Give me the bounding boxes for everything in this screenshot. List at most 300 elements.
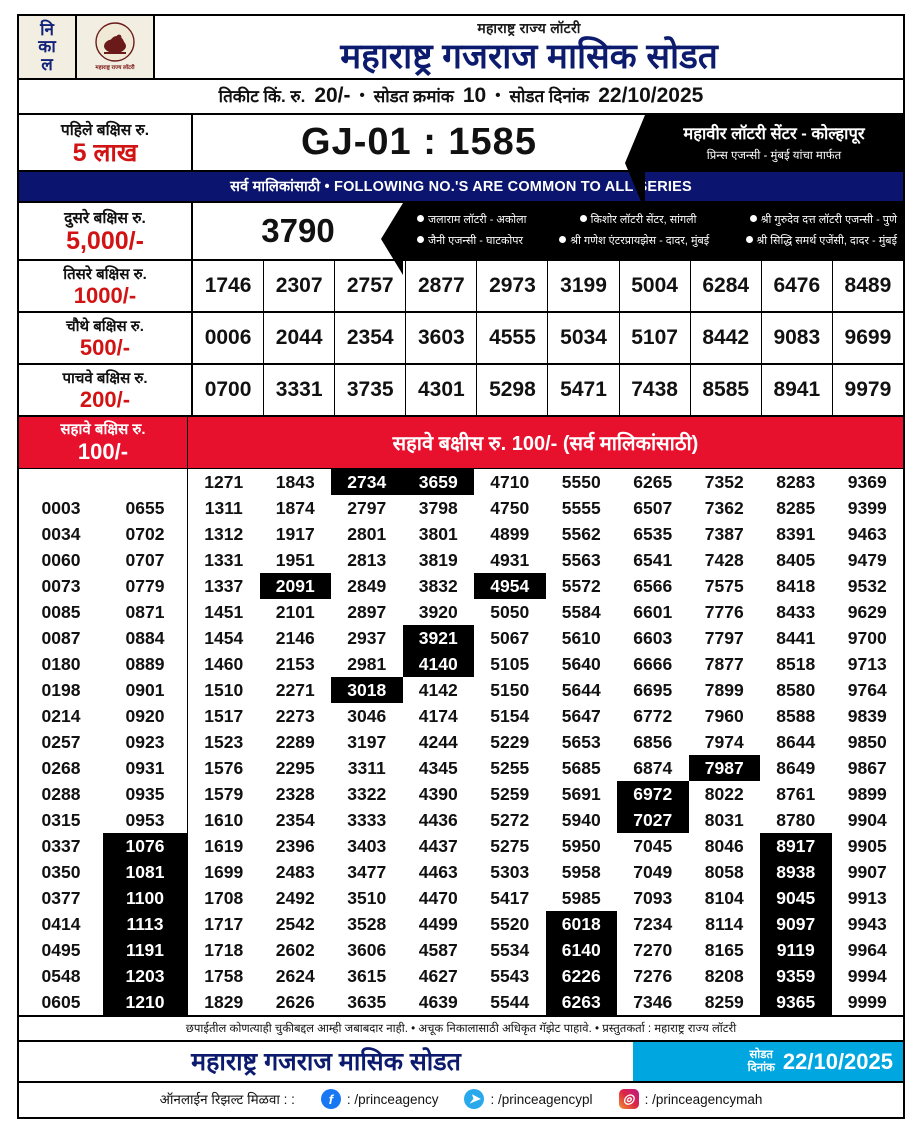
prize-number: 6601	[633, 601, 673, 622]
bullet-icon	[580, 215, 587, 222]
prize-number: 1210	[103, 989, 187, 1015]
prize-number: 2542	[275, 913, 315, 934]
prize-number: 2328	[275, 783, 315, 804]
prize-number: 5272	[490, 809, 530, 830]
prize-number: 1708	[204, 887, 244, 908]
second-prize-agencies	[403, 203, 903, 259]
prize-number: 2044	[263, 313, 334, 363]
prize-number: 5154	[490, 705, 530, 726]
prize-number: 6666	[633, 653, 673, 674]
table-row	[19, 781, 187, 807]
agency-sub: प्रिन्स एजन्सी - मुंबई यांचा मार्फत	[706, 149, 842, 162]
prize-number: 2624	[275, 965, 315, 986]
bullet-icon	[750, 215, 757, 222]
prize-number: 7362	[704, 497, 744, 518]
prize-number: 0257	[41, 731, 81, 752]
prize-number: 5562	[561, 523, 601, 544]
prize-number: 8649	[776, 757, 816, 778]
prize-number: 5610	[561, 627, 601, 648]
page-title: महाराष्ट्र गजराज मासिक सोडत	[340, 37, 718, 76]
prize-number: 8761	[776, 783, 816, 804]
prize-number: 7899	[704, 679, 744, 700]
prize-number: 5520	[490, 913, 530, 934]
prize-number: 2091	[260, 573, 332, 599]
prize-number: 6541	[633, 549, 673, 570]
prize-number: 8644	[776, 731, 816, 752]
draw-date-value: 22/10/2025	[598, 83, 704, 107]
prize-number: 6603	[633, 627, 673, 648]
prize-number: 1203	[103, 963, 187, 989]
prize-number: 0953	[125, 809, 165, 830]
table-row	[188, 495, 903, 521]
prize-number: 0700	[204, 378, 252, 402]
prize-number: 4301	[405, 365, 476, 415]
third-prize-row	[19, 261, 903, 313]
prize-number: 2492	[275, 887, 315, 908]
prize-number: 2734	[331, 469, 403, 495]
prize-number: 3333	[347, 809, 387, 830]
prize-number: 9867	[847, 757, 887, 778]
instagram-handle: : /princeagencymah	[644, 1091, 763, 1107]
prize-number: 8046	[704, 835, 744, 856]
agency-item	[417, 210, 526, 231]
table-row	[19, 911, 187, 937]
prize-number: 2797	[347, 497, 387, 518]
prize-number: 4954	[474, 573, 546, 599]
prize-number: 3528	[347, 913, 387, 934]
prize-number: 0884	[125, 627, 165, 648]
table-row	[19, 859, 187, 885]
prize-number: 2757	[334, 261, 405, 311]
prize-number: 4710	[490, 471, 530, 492]
table-row	[188, 469, 903, 495]
table-row	[19, 703, 187, 729]
prize-number: 8208	[704, 965, 744, 986]
result-card	[17, 14, 905, 1119]
prize-number: 8917	[760, 833, 832, 859]
facebook-handle: : /princeagency	[346, 1091, 439, 1107]
prize-number: 2396	[275, 835, 315, 856]
prize-number: 6772	[633, 705, 673, 726]
prize-number: 1100	[103, 885, 187, 911]
prize-number: 5067	[490, 627, 530, 648]
prize-number: 5298	[476, 365, 547, 415]
table-row	[19, 469, 187, 495]
prize-number: 5275	[490, 835, 530, 856]
prize-number: 0214	[41, 705, 81, 726]
prize-number: 5105	[490, 653, 530, 674]
prize-number: 0935	[125, 783, 165, 804]
fourth-prize-label-cell	[19, 313, 193, 363]
prize-number: 7352	[704, 471, 744, 492]
prize-number: 4627	[418, 965, 458, 986]
prize-number: 1113	[103, 911, 187, 937]
footer-date-value: 22/10/2025	[782, 1048, 893, 1074]
prize-number: 6695	[633, 679, 673, 700]
prize-number: 0377	[41, 887, 81, 908]
table-row	[188, 911, 903, 937]
prize-number: 4140	[403, 651, 475, 677]
prize-number: 4463	[418, 861, 458, 882]
agency-item	[417, 231, 523, 252]
social-bar	[19, 1083, 903, 1117]
third-prize-label: तिसरे बक्षिस रु.	[63, 265, 147, 283]
second-prize-number: 3790	[261, 211, 335, 249]
table-row	[188, 573, 903, 599]
prize-number: 9399	[847, 497, 887, 518]
fifth-prize-amount: 200/-	[79, 386, 131, 412]
prize-number: 6566	[633, 575, 673, 596]
table-row	[188, 937, 903, 963]
prize-number: 7797	[704, 627, 744, 648]
prize-number: 6018	[546, 911, 618, 937]
prize-number: 5050	[490, 601, 530, 622]
instagram-icon: ◎	[619, 1089, 639, 1109]
prize-number: 5640	[561, 653, 601, 674]
prize-number: 9463	[847, 523, 887, 544]
prize-number: 2981	[347, 653, 387, 674]
table-row	[188, 599, 903, 625]
first-prize-number: GJ-01 : 1585	[301, 120, 537, 163]
prize-number: 9365	[760, 989, 832, 1015]
prize-number: 5647	[561, 705, 601, 726]
first-prize-agency	[645, 115, 903, 170]
bullet-icon	[417, 215, 424, 222]
prize-number: 8941	[761, 365, 832, 415]
prize-number: 0871	[125, 601, 165, 622]
prize-number: 1843	[275, 471, 315, 492]
prize-number: 4587	[418, 939, 458, 960]
prize-number: 7987	[689, 755, 761, 781]
prize-number: 8585	[690, 365, 761, 415]
prize-number: 0923	[125, 731, 165, 752]
prize-number: 6856	[633, 731, 673, 752]
prize-number: 1191	[103, 937, 187, 963]
social-instagram[interactable]	[619, 1089, 763, 1109]
prize-number: 1579	[204, 783, 244, 804]
prize-number: 5653	[561, 731, 601, 752]
header-subtitle: महाराष्ट्र राज्य लॉटरी	[477, 20, 581, 36]
prize-number: 2146	[275, 627, 315, 648]
agency-label: किशोर लॉटरी सेंटर, सांगली	[590, 214, 697, 226]
table-row	[19, 651, 187, 677]
prize-number: 8780	[776, 809, 816, 830]
prize-number: 1576	[204, 757, 244, 778]
prize-number: 0702	[125, 523, 165, 544]
prize-number: 1523	[204, 731, 244, 752]
prize-number: 3920	[418, 601, 458, 622]
table-row	[188, 625, 903, 651]
telegram-icon: ➤	[464, 1089, 484, 1109]
prize-number: 3403	[347, 835, 387, 856]
table-row	[188, 677, 903, 703]
table-row	[19, 729, 187, 755]
prize-number: 1271	[204, 471, 244, 492]
footer-date-label: सोडत दिनांक	[747, 1048, 775, 1074]
prize-number: 8022	[704, 783, 744, 804]
prize-number: 5543	[490, 965, 530, 986]
disclaimer-note: छपाईतील कोणत्याही चुकीबद्दल आम्ही जबाबदार नाही. • अचूक निकालासाठी अधिकृत गॅझेट पाहावे. • प्रस्तुतकर्ता : महाराष्ट्र राज्य लॉटरी	[19, 1015, 903, 1042]
prize-number: 9999	[847, 991, 887, 1012]
online-result-label: ऑनलाईन रिझल्ट मिळवा : :	[159, 1092, 295, 1108]
prize-number: 1517	[204, 705, 244, 726]
table-row	[188, 989, 903, 1015]
draw-info-bar	[19, 80, 903, 115]
table-row	[19, 807, 187, 833]
table-row	[19, 833, 187, 859]
prize-number: 5691	[561, 783, 601, 804]
ticket-price-label: तिकीट किं. रु.	[218, 87, 306, 107]
prize-number: 3477	[347, 861, 387, 882]
prize-number: 0180	[41, 653, 81, 674]
prize-number: 7387	[704, 523, 744, 544]
fifth-prize-label-cell	[19, 365, 193, 415]
prize-number: 9119	[760, 937, 832, 963]
table-row	[188, 703, 903, 729]
prize-number: 7234	[633, 913, 673, 934]
prize-number: 9994	[847, 965, 887, 986]
prize-number: 5004	[619, 261, 690, 311]
prize-number: 9979	[832, 365, 903, 415]
prize-number: 2937	[347, 627, 387, 648]
prize-number: 5555	[561, 497, 601, 518]
prize-number: 8104	[704, 887, 744, 908]
prize-number: 6263	[546, 989, 618, 1015]
footer-bar	[19, 1042, 903, 1083]
prize-number: 1718	[204, 939, 244, 960]
table-row	[188, 963, 903, 989]
prize-number: 9479	[847, 549, 887, 570]
sixth-prize-amount: 100/-	[77, 439, 129, 465]
fifth-prize-label: पाचवे बक्षिस रु.	[62, 369, 148, 387]
prize-number: 3659	[403, 469, 475, 495]
fourth-prize-label: चौथे बक्षिस रु.	[66, 317, 144, 335]
emblem-icon	[95, 22, 135, 62]
state-emblem	[77, 16, 155, 78]
table-row	[188, 833, 903, 859]
table-row	[19, 755, 187, 781]
prize-number: 2897	[347, 601, 387, 622]
prize-number: 9532	[847, 575, 887, 596]
prize-number: 1874	[275, 497, 315, 518]
second-prize-label-cell	[19, 203, 193, 259]
second-prize-row	[19, 203, 903, 261]
prize-number: 7438	[619, 365, 690, 415]
prize-number: 1619	[204, 835, 244, 856]
prize-number: 0655	[125, 497, 165, 518]
prize-number: 5572	[561, 575, 601, 596]
prize-number: 7270	[633, 939, 673, 960]
common-series-bar: सर्व मालिकांसाठी • FOLLOWING NO.'S ARE COMMON TO ALL SERIES	[19, 172, 903, 203]
prize-number: 0548	[41, 965, 81, 986]
prize-number: 9699	[832, 313, 903, 363]
prize-number: 6265	[633, 471, 673, 492]
social-telegram[interactable]	[464, 1089, 592, 1109]
prize-number: 8165	[704, 939, 744, 960]
agency-row-2	[417, 231, 897, 252]
prize-number: 5417	[490, 887, 530, 908]
prize-number: 9905	[847, 835, 887, 856]
prize-number: 8259	[704, 991, 744, 1012]
table-row	[19, 885, 187, 911]
prize-number: 6972	[617, 781, 689, 807]
prize-number: 3832	[418, 575, 458, 596]
prize-number: 0087	[41, 627, 81, 648]
prize-number: 3331	[263, 365, 334, 415]
table-row	[19, 573, 187, 599]
prize-number: 2307	[263, 261, 334, 311]
prize-number: 7974	[704, 731, 744, 752]
fifth-prize-numbers	[193, 365, 903, 415]
first-prize-label-cell	[19, 115, 193, 170]
bullet-icon	[559, 236, 566, 243]
prize-number: 0003	[41, 497, 81, 518]
prize-number: 5255	[490, 757, 530, 778]
agency-label: श्री सिद्धि समर्थ एजेंसी, दादर - मुंबई	[756, 234, 897, 247]
prize-number: 5229	[490, 731, 530, 752]
prize-number: 0288	[41, 783, 81, 804]
sixth-prize-banner: सहावे बक्षीस रु. 100/- (सर्व मालिकांसाठी)	[392, 433, 699, 456]
prize-number: 5685	[561, 757, 601, 778]
prize-number: 0605	[41, 991, 81, 1012]
prize-number: 1337	[204, 575, 244, 596]
prize-number: 6476	[761, 261, 832, 311]
third-prize-amount: 1000/-	[73, 282, 137, 308]
prize-number: 3510	[347, 887, 387, 908]
agency-name: महावीर लॉटरी सेंटर - कोल्हापूर	[683, 124, 865, 143]
prize-number: 9764	[847, 679, 887, 700]
prize-number: 7093	[633, 887, 673, 908]
prize-number: 5940	[561, 809, 601, 830]
bullet-icon	[746, 236, 753, 243]
prize-number: 9850	[847, 731, 887, 752]
prize-number: 1951	[275, 549, 315, 570]
second-prize-label: दुसरे बक्षिस रु.	[64, 210, 146, 227]
prize-number: 2483	[275, 861, 315, 882]
agency-item	[746, 231, 897, 252]
table-row	[19, 547, 187, 573]
prize-number: 3735	[334, 365, 405, 415]
prize-number: 1081	[103, 859, 187, 885]
prize-number: 1917	[275, 523, 315, 544]
prize-number: 8938	[760, 859, 832, 885]
prize-number: 3615	[347, 965, 387, 986]
prize-number: 3322	[347, 783, 387, 804]
prize-number: 8441	[776, 627, 816, 648]
prize-number: 9700	[847, 627, 887, 648]
prize-number: 4436	[418, 809, 458, 830]
prize-number: 2153	[275, 653, 315, 674]
prize-number: 4142	[418, 679, 458, 700]
prize-number: 0006	[204, 325, 252, 349]
prize-number: 9097	[760, 911, 832, 937]
prize-number: 4174	[418, 705, 458, 726]
prize-number: 9904	[847, 809, 887, 830]
prize-number: 5584	[561, 601, 601, 622]
prize-number: 3921	[403, 625, 475, 651]
prize-number: 9083	[761, 313, 832, 363]
prize-number: 6284	[690, 261, 761, 311]
prize-number: 4499	[418, 913, 458, 934]
prize-number: 4555	[476, 313, 547, 363]
prize-number: 3819	[418, 549, 458, 570]
prize-number: 2101	[275, 601, 315, 622]
prize-number: 9907	[847, 861, 887, 882]
separator-dot-1: •	[359, 87, 365, 105]
prize-number: 0707	[125, 549, 165, 570]
prize-number: 3311	[347, 757, 386, 778]
second-prize-amount: 5,000/-	[66, 227, 144, 255]
draw-no-label: सोडत क्रमांक	[373, 87, 454, 107]
prize-number: 6874	[633, 757, 673, 778]
agency-row-1	[417, 210, 897, 231]
prize-number: 0779	[125, 575, 165, 596]
prize-number: 0931	[125, 757, 165, 778]
social-facebook[interactable]	[321, 1089, 439, 1109]
agency-item	[559, 231, 709, 252]
table-row	[188, 729, 903, 755]
prize-number: 1331	[204, 549, 244, 570]
prize-number: 1311	[204, 497, 243, 518]
prize-number: 8442	[690, 313, 761, 363]
prize-number: 9045	[760, 885, 832, 911]
table-row	[188, 781, 903, 807]
prize-number: 7960	[704, 705, 744, 726]
prize-number: 2849	[347, 575, 387, 596]
table-row	[188, 885, 903, 911]
prize-number: 0060	[41, 549, 81, 570]
prize-number: 3018	[331, 677, 403, 703]
footer-date-block	[633, 1042, 903, 1081]
prize-number: 0920	[125, 705, 165, 726]
facebook-icon: f	[321, 1089, 341, 1109]
prize-number: 4931	[490, 549, 530, 570]
prize-number: 8588	[776, 705, 816, 726]
prize-number: 8405	[776, 549, 816, 570]
prize-number: 8391	[776, 523, 816, 544]
prize-number: 2273	[275, 705, 315, 726]
table-row	[188, 651, 903, 677]
prize-number: 1451	[204, 601, 244, 622]
prize-number: 8058	[704, 861, 744, 882]
sixth-prize-left-columns	[19, 469, 188, 1015]
agency-label: जैनी एजन्सी - घाटकोपर	[428, 234, 523, 247]
header-titles	[155, 16, 903, 78]
prize-number: 1699	[204, 861, 244, 882]
prize-number: 2354	[334, 313, 405, 363]
ticket-price-value: 20/-	[314, 83, 351, 107]
prize-number: 0268	[41, 757, 81, 778]
fifth-prize-row	[19, 365, 903, 417]
nikal-badge	[19, 16, 77, 78]
prize-number: 5550	[561, 471, 601, 492]
prize-number: 9629	[847, 601, 887, 622]
table-row	[19, 937, 187, 963]
prize-number: 9913	[847, 887, 887, 908]
prize-number: 9359	[760, 963, 832, 989]
prize-number: 0495	[41, 939, 81, 960]
prize-number: 7049	[633, 861, 673, 882]
first-prize-row	[19, 115, 903, 172]
prize-number: 9899	[847, 783, 887, 804]
prize-number: 2626	[275, 991, 315, 1012]
prize-number: 0034	[41, 523, 81, 544]
prize-number: 5950	[561, 835, 601, 856]
first-prize-label: पहिले बक्षिस रु.	[60, 121, 150, 139]
agency-label: श्री गणेश एंटरप्रायझेस - दादर, मुंबई	[570, 234, 710, 247]
fourth-prize-numbers	[193, 313, 903, 363]
prize-number: 5303	[490, 861, 530, 882]
